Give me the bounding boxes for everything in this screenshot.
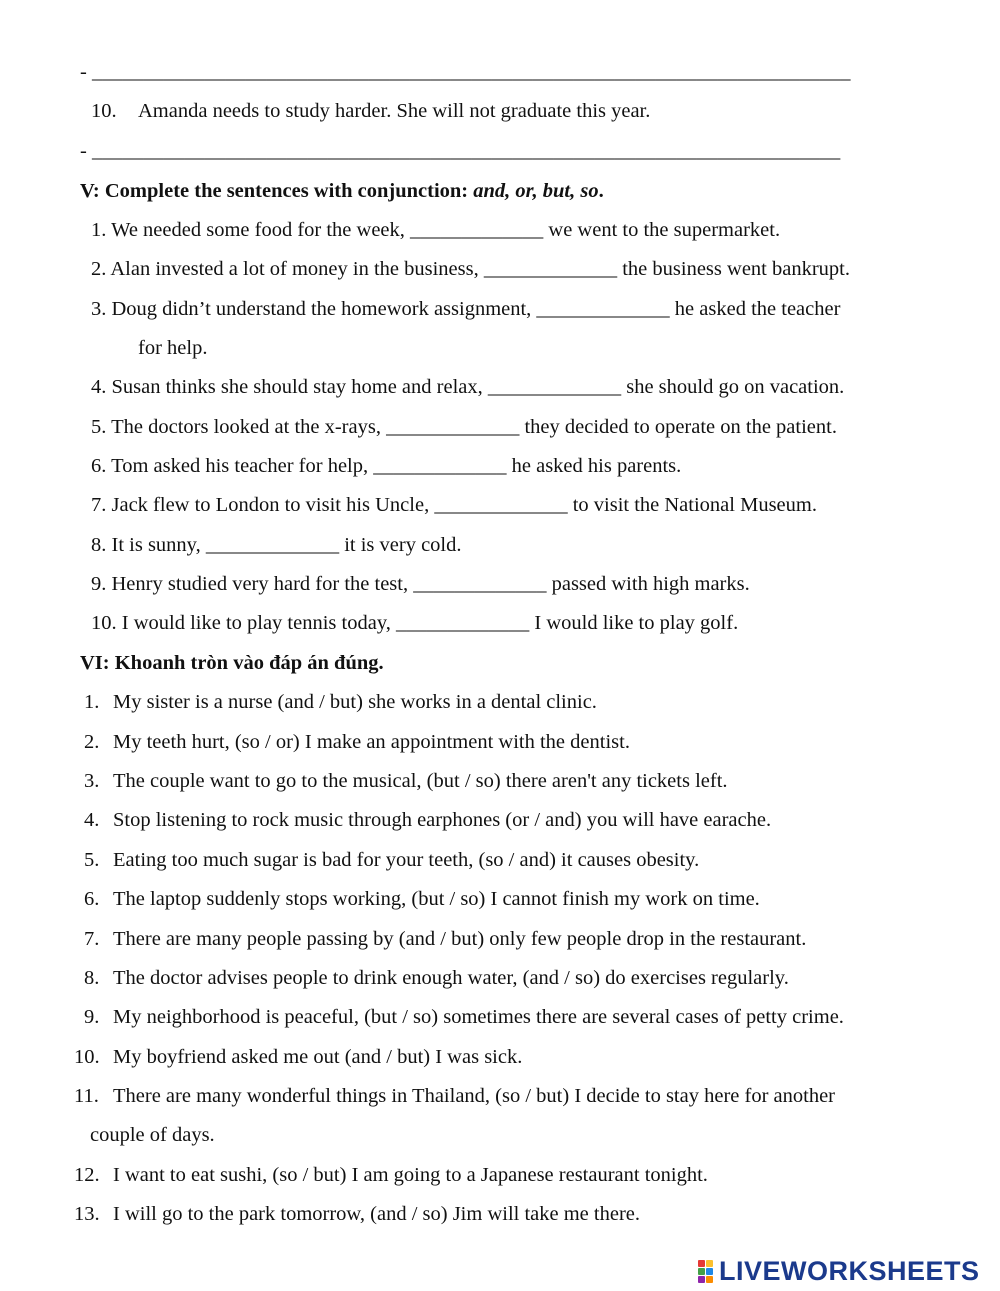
section-vi-item[interactable]: [74, 1202, 640, 1226]
item-text: My neighborhood is peaceful, (but / so) sometimes there are several cases of petty crime.: [113, 1006, 844, 1028]
section-v-heading-end: .: [598, 180, 604, 202]
logo-block: [706, 1276, 713, 1283]
section-vi-item[interactable]: [74, 1163, 708, 1187]
item-text: My sister is a nurse (and / but) she works in a dental clinic.: [113, 691, 597, 713]
item-number: 5.: [84, 849, 100, 871]
section-vi-item[interactable]: [84, 690, 597, 714]
item-number: 3.: [84, 770, 100, 792]
item-text: I want to eat sushi, (so / but) I am going to a Japanese restaurant tonight.: [113, 1164, 708, 1186]
section-vi-heading: VI: Khoanh tròn vào đáp án đúng.: [80, 652, 384, 674]
item-number: 9.: [84, 1006, 100, 1028]
section-vi-item[interactable]: [74, 1084, 835, 1108]
section-vi-item[interactable]: [84, 966, 789, 990]
logo-blocks-icon: [698, 1260, 713, 1283]
section-v-heading-text: V: Complete the sentences with conjunction:: [80, 180, 474, 202]
answer-line[interactable]: - _________________________________________________________________________: [80, 140, 841, 162]
section-vi-item[interactable]: [84, 808, 771, 832]
item-number: 4.: [84, 809, 100, 831]
item-text: Stop listening to rock music through earphones (or / and) you will have earache.: [113, 809, 772, 831]
logo-block: [698, 1276, 705, 1283]
item-number: 6.: [84, 888, 100, 910]
section-vi-item[interactable]: [84, 769, 728, 793]
section-vi-item-continuation: couple of days.: [90, 1124, 215, 1146]
section-vi-item[interactable]: [74, 1045, 522, 1069]
logo-block: [706, 1260, 713, 1267]
liveworksheets-logo: [698, 1255, 980, 1286]
item-text: My boyfriend asked me out (and / but) I was sick.: [113, 1046, 523, 1068]
question-10-number: 10.: [91, 100, 117, 122]
item-text: I will go to the park tomorrow, (and / so) Jim will take me there.: [113, 1203, 640, 1225]
item-text: The doctor advises people to drink enough water, (and / so) do exercises regularly.: [113, 967, 789, 989]
item-number: 8.: [84, 967, 100, 989]
item-number: 11.: [74, 1085, 99, 1107]
logo-block: [698, 1260, 705, 1267]
logo-text: LIVEWORKSHEETS: [719, 1255, 980, 1286]
section-vi-item[interactable]: [84, 927, 806, 951]
section-v-heading-options: and, or, but, so: [473, 180, 599, 202]
item-number: 1.: [84, 691, 100, 713]
logo-block: [706, 1268, 713, 1275]
section-v-item[interactable]: 9. Henry studied very hard for the test, _____________ passed with high marks.: [91, 573, 750, 595]
answer-line[interactable]: - __________________________________________________________________________: [80, 61, 851, 83]
item-text: There are many wonderful things in Thailand, (so / but) I decide to stay here for another: [113, 1085, 836, 1107]
section-v-item[interactable]: 2. Alan invested a lot of money in the business, _____________ the business went bankrupt.: [91, 258, 850, 280]
item-text: The laptop suddenly stops working, (but / so) I cannot finish my work on time.: [113, 888, 760, 910]
section-v-item[interactable]: 1. We needed some food for the week, _____________ we went to the supermarket.: [91, 219, 781, 241]
item-text: There are many people passing by (and / but) only few people drop in the restaurant.: [113, 928, 807, 950]
item-number: 13.: [74, 1203, 100, 1225]
item-number: 10.: [74, 1046, 100, 1068]
section-v-item[interactable]: 6. Tom asked his teacher for help, _____________ he asked his parents.: [91, 455, 682, 477]
section-v-item[interactable]: 3. Doug didn’t understand the homework assignment, _____________ he asked the teacher: [91, 298, 841, 320]
logo-block: [698, 1268, 705, 1275]
item-text: The couple want to go to the musical, (but / so) there aren't any tickets left.: [113, 770, 728, 792]
item-number: 2.: [84, 731, 100, 753]
section-v-heading: [80, 179, 604, 203]
section-vi-item[interactable]: [84, 1005, 844, 1029]
section-vi-item[interactable]: [84, 848, 699, 872]
section-v-item[interactable]: 10. I would like to play tennis today, _____________ I would like to play golf.: [91, 612, 739, 634]
section-v-item[interactable]: 8. It is sunny, _____________ it is very cold.: [91, 534, 462, 556]
section-vi-item[interactable]: [84, 887, 760, 911]
section-v-item[interactable]: 5. The doctors looked at the x-rays, _____________ they decided to operate on the patient.: [91, 416, 837, 438]
item-text: Eating too much sugar is bad for your teeth, (so / and) it causes obesity.: [113, 849, 700, 871]
section-v-item-continuation: for help.: [138, 337, 208, 359]
section-v-item[interactable]: 4. Susan thinks she should stay home and relax, _____________ she should go on vacation.: [91, 376, 845, 398]
item-text: My teeth hurt, (so / or) I make an appointment with the dentist.: [113, 731, 630, 753]
item-number: 7.: [84, 928, 100, 950]
question-10-text: Amanda needs to study harder. She will not graduate this year.: [138, 100, 651, 122]
section-v-item[interactable]: 7. Jack flew to London to visit his Uncle, _____________ to visit the National Museum.: [91, 494, 817, 516]
section-vi-item[interactable]: [84, 730, 630, 754]
item-number: 12.: [74, 1164, 100, 1186]
